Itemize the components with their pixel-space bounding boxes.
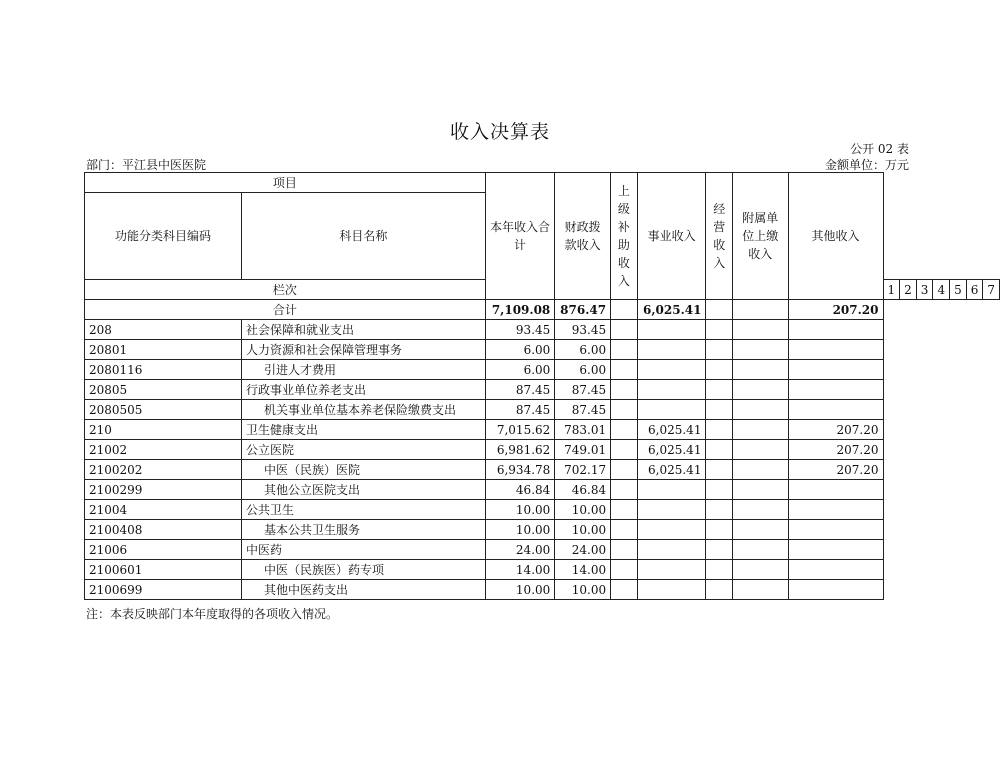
row-c1: 6,981.62 — [485, 440, 555, 460]
row-c7 — [788, 380, 883, 400]
col-num-4: 4 — [933, 280, 950, 300]
row-c1: 46.84 — [485, 480, 555, 500]
row-c2: 6.00 — [555, 360, 611, 380]
row-c7: 207.20 — [788, 440, 883, 460]
row-c7 — [788, 480, 883, 500]
table-row — [85, 320, 1000, 340]
table-row — [85, 500, 1000, 520]
row-c2: 749.01 — [555, 440, 611, 460]
row-c2: 24.00 — [555, 540, 611, 560]
row-c6 — [733, 580, 788, 600]
row-c1: 10.00 — [485, 520, 555, 540]
row-c7 — [788, 560, 883, 580]
row-c6 — [733, 420, 788, 440]
total-c3 — [611, 300, 638, 320]
total-c2: 876.47 — [555, 300, 611, 320]
total-c7: 207.20 — [788, 300, 883, 320]
row-c4 — [637, 380, 706, 400]
header-total-income: 本年收入合计 — [485, 173, 555, 300]
row-c4: 6,025.41 — [637, 420, 706, 440]
row-c3 — [611, 400, 638, 420]
row-c3 — [611, 440, 638, 460]
row-c4 — [637, 360, 706, 380]
page-title: 收入决算表 — [449, 121, 550, 143]
row-c2: 93.45 — [555, 320, 611, 340]
row-c6 — [733, 520, 788, 540]
col-num-2: 2 — [900, 280, 917, 300]
row-c5 — [706, 540, 733, 560]
table-row — [85, 460, 1000, 480]
row-c4 — [637, 340, 706, 360]
table-row — [85, 580, 1000, 600]
row-subject-name: 机关事业单位基本养老保险缴费支出 — [241, 400, 485, 420]
header-business-income: 事业收入 — [637, 173, 706, 300]
row-c6 — [733, 500, 788, 520]
total-row — [85, 300, 1000, 320]
row-c4 — [637, 580, 706, 600]
table-row — [85, 380, 1000, 400]
row-c1: 10.00 — [485, 580, 555, 600]
row-c2: 10.00 — [555, 520, 611, 540]
row-c5 — [706, 500, 733, 520]
row-c6 — [733, 560, 788, 580]
row-c2: 87.45 — [555, 400, 611, 420]
row-c1: 6.00 — [485, 340, 555, 360]
row-c2: 10.00 — [555, 500, 611, 520]
row-code: 210 — [85, 420, 242, 440]
table-row — [85, 560, 1000, 580]
income-table — [84, 172, 1000, 600]
row-c3 — [611, 580, 638, 600]
row-c5 — [706, 360, 733, 380]
table-note: 注：本表反映部门本年度取得的各项收入情况。 — [86, 607, 339, 621]
header-superior-subsidy: 上级补助收入 — [611, 173, 638, 300]
row-c4: 6,025.41 — [637, 440, 706, 460]
row-c3 — [611, 340, 638, 360]
table-row — [85, 520, 1000, 540]
header-row-project — [85, 173, 1000, 193]
col-num-1: 1 — [883, 280, 900, 300]
row-subject-name: 引进人才费用 — [241, 360, 485, 380]
row-c2: 46.84 — [555, 480, 611, 500]
row-code: 20805 — [85, 380, 242, 400]
row-code: 21002 — [85, 440, 242, 460]
row-c4 — [637, 320, 706, 340]
table-row — [85, 480, 1000, 500]
row-c7: 207.20 — [788, 420, 883, 440]
row-c5 — [706, 520, 733, 540]
row-c7 — [788, 520, 883, 540]
row-c3 — [611, 560, 638, 580]
row-c4 — [637, 480, 706, 500]
row-c6 — [733, 440, 788, 460]
row-c3 — [611, 500, 638, 520]
row-c4 — [637, 520, 706, 540]
table-row — [85, 440, 1000, 460]
row-c6 — [733, 320, 788, 340]
header-affiliate-income: 附属单位上缴收入 — [733, 173, 788, 300]
row-c6 — [733, 380, 788, 400]
form-number: 公开 02 表 — [850, 142, 909, 156]
row-code: 2080505 — [85, 400, 242, 420]
header-other-income: 其他收入 — [788, 173, 883, 300]
row-c3 — [611, 480, 638, 500]
total-label: 合计 — [85, 300, 486, 320]
row-subject-name: 中医（民族）医院 — [241, 460, 485, 480]
row-c3 — [611, 540, 638, 560]
row-c3 — [611, 460, 638, 480]
row-subject-name: 卫生健康支出 — [241, 420, 485, 440]
row-c2: 702.17 — [555, 460, 611, 480]
header-fiscal-income: 财政拨款收入 — [555, 173, 611, 300]
row-c5 — [706, 440, 733, 460]
row-code: 21004 — [85, 500, 242, 520]
total-c1: 7,109.08 — [485, 300, 555, 320]
row-c2: 10.00 — [555, 580, 611, 600]
department-label: 部门：平江县中医医院 — [86, 158, 207, 172]
row-c7 — [788, 360, 883, 380]
row-subject-name: 其他公立医院支出 — [241, 480, 485, 500]
row-subject-name: 中医（民族医）药专项 — [241, 560, 485, 580]
table-row — [85, 400, 1000, 420]
row-c5 — [706, 320, 733, 340]
row-c2: 14.00 — [555, 560, 611, 580]
amount-unit-label: 金额单位：万元 — [824, 158, 909, 172]
row-c5 — [706, 560, 733, 580]
row-c3 — [611, 420, 638, 440]
row-code: 2100601 — [85, 560, 242, 580]
row-subject-name: 其他中医药支出 — [241, 580, 485, 600]
row-c5 — [706, 580, 733, 600]
total-c5 — [706, 300, 733, 320]
table-body — [85, 173, 1000, 600]
row-subject-name: 社会保障和就业支出 — [241, 320, 485, 340]
row-c1: 87.45 — [485, 400, 555, 420]
row-subject-name: 中医药 — [241, 540, 485, 560]
row-c6 — [733, 340, 788, 360]
row-c5 — [706, 480, 733, 500]
row-c1: 24.00 — [485, 540, 555, 560]
row-c1: 87.45 — [485, 380, 555, 400]
row-c6 — [733, 540, 788, 560]
row-c4 — [637, 400, 706, 420]
table-row — [85, 420, 1000, 440]
row-c4 — [637, 540, 706, 560]
row-code: 21006 — [85, 540, 242, 560]
row-c5 — [706, 420, 733, 440]
row-c6 — [733, 400, 788, 420]
row-subject-name: 基本公共卫生服务 — [241, 520, 485, 540]
row-c5 — [706, 460, 733, 480]
table-row — [85, 540, 1000, 560]
row-c5 — [706, 380, 733, 400]
row-c3 — [611, 360, 638, 380]
row-code: 2100299 — [85, 480, 242, 500]
row-subject-name: 人力资源和社会保障管理事务 — [241, 340, 485, 360]
header-lanci: 栏次 — [85, 280, 486, 300]
row-code: 2080116 — [85, 360, 242, 380]
col-num-7: 7 — [983, 280, 1000, 300]
row-c5 — [706, 400, 733, 420]
row-code: 208 — [85, 320, 242, 340]
row-c7 — [788, 580, 883, 600]
row-c4 — [637, 500, 706, 520]
row-c7 — [788, 540, 883, 560]
row-c2: 783.01 — [555, 420, 611, 440]
row-code: 20801 — [85, 340, 242, 360]
table-row — [85, 360, 1000, 380]
total-c6 — [733, 300, 788, 320]
row-code: 2100202 — [85, 460, 242, 480]
row-c2: 6.00 — [555, 340, 611, 360]
row-c7 — [788, 400, 883, 420]
col-num-3: 3 — [916, 280, 933, 300]
row-c1: 93.45 — [485, 320, 555, 340]
row-subject-name: 行政事业单位养老支出 — [241, 380, 485, 400]
row-c2: 87.45 — [555, 380, 611, 400]
row-c1: 6,934.78 — [485, 460, 555, 480]
row-c1: 14.00 — [485, 560, 555, 580]
row-c6 — [733, 460, 788, 480]
col-num-6: 6 — [966, 280, 983, 300]
row-code: 2100408 — [85, 520, 242, 540]
row-c1: 10.00 — [485, 500, 555, 520]
header-project: 项目 — [85, 173, 486, 193]
row-c3 — [611, 320, 638, 340]
header-subject-name: 科目名称 — [241, 193, 485, 280]
row-c7 — [788, 340, 883, 360]
row-code: 2100699 — [85, 580, 242, 600]
header-code: 功能分类科目编码 — [85, 193, 242, 280]
row-c5 — [706, 340, 733, 360]
row-c6 — [733, 480, 788, 500]
row-subject-name: 公立医院 — [241, 440, 485, 460]
total-c4: 6,025.41 — [637, 300, 706, 320]
row-subject-name: 公共卫生 — [241, 500, 485, 520]
table-row — [85, 340, 1000, 360]
row-c6 — [733, 360, 788, 380]
row-c3 — [611, 380, 638, 400]
row-c1: 7,015.62 — [485, 420, 555, 440]
col-num-5: 5 — [950, 280, 967, 300]
row-c7 — [788, 500, 883, 520]
row-c4 — [637, 560, 706, 580]
row-c1: 6.00 — [485, 360, 555, 380]
row-c4: 6,025.41 — [637, 460, 706, 480]
row-c3 — [611, 520, 638, 540]
header-operating-income: 经营收入 — [706, 173, 733, 300]
row-c7 — [788, 320, 883, 340]
row-c7: 207.20 — [788, 460, 883, 480]
